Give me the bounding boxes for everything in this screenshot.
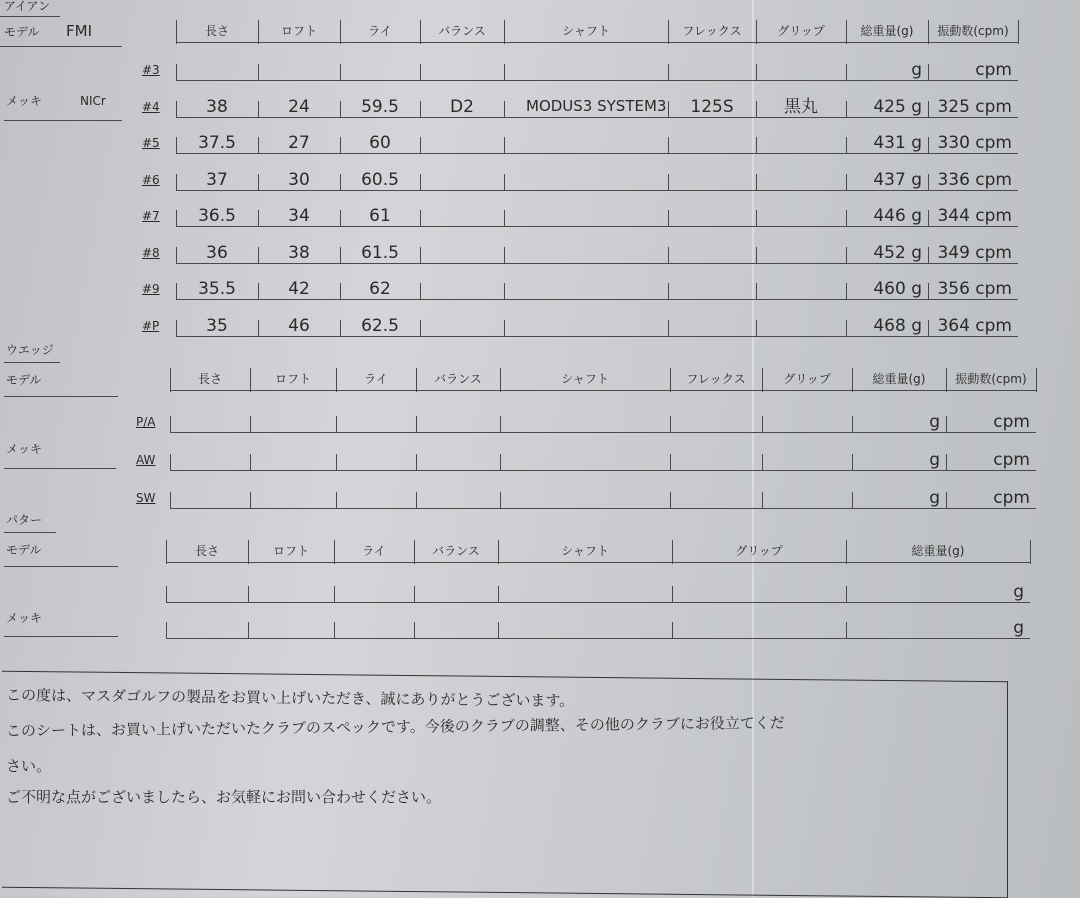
cell-separator bbox=[668, 247, 669, 263]
cell-separator bbox=[498, 586, 499, 602]
header-separator bbox=[852, 368, 853, 392]
divider bbox=[4, 636, 118, 637]
putter-header-2: ライ bbox=[362, 544, 386, 558]
iron-header-4: シャフト bbox=[562, 24, 610, 38]
header-separator bbox=[756, 20, 757, 44]
cell-separator bbox=[672, 622, 673, 638]
iron-cell-lie: 59.5 bbox=[361, 96, 399, 117]
iron-club-label: #P bbox=[142, 318, 160, 333]
cell-separator bbox=[166, 586, 167, 602]
cell-separator bbox=[928, 137, 929, 153]
iron-cell-weight: 425 g bbox=[873, 96, 922, 117]
cell-separator bbox=[852, 454, 853, 470]
divider bbox=[0, 46, 122, 47]
cell-separator bbox=[852, 416, 853, 432]
iron-cell-length: 35.5 bbox=[198, 279, 236, 299]
header-separator bbox=[504, 20, 505, 44]
cell-separator bbox=[504, 210, 505, 226]
iron-cell-flex: 125S bbox=[690, 96, 734, 117]
iron-club-label: #9 bbox=[142, 282, 160, 296]
divider bbox=[0, 16, 60, 17]
cell-separator bbox=[414, 586, 415, 602]
iron-cell-lie: 62.5 bbox=[361, 315, 399, 336]
iron-cell-lie: 60 bbox=[369, 133, 391, 153]
cell-separator bbox=[504, 320, 505, 336]
header-separator bbox=[1030, 540, 1031, 564]
header-separator bbox=[1036, 368, 1037, 392]
iron-model-label: モデル bbox=[4, 25, 40, 39]
putter-cell-weight: g bbox=[1013, 582, 1024, 602]
iron-cell-loft: 34 bbox=[288, 206, 310, 226]
header-separator bbox=[498, 540, 499, 564]
cell-separator bbox=[336, 492, 337, 508]
header-separator bbox=[416, 368, 417, 392]
cell-separator bbox=[250, 416, 251, 432]
note-line-3: さい。 bbox=[6, 757, 52, 775]
row-line bbox=[166, 602, 1030, 603]
cell-separator bbox=[946, 454, 947, 470]
iron-cell-length: 36 bbox=[206, 242, 228, 263]
header-separator bbox=[946, 368, 947, 392]
row-line bbox=[170, 508, 1036, 509]
cell-separator bbox=[250, 454, 251, 470]
cell-separator bbox=[670, 454, 671, 470]
iron-header-7: 総重量(g) bbox=[860, 24, 914, 38]
cell-separator bbox=[166, 622, 167, 638]
iron-header-8: 振動数(cpm) bbox=[937, 24, 1009, 38]
cell-separator bbox=[756, 137, 757, 153]
cell-separator bbox=[852, 492, 853, 508]
cell-separator bbox=[756, 174, 757, 190]
putter-header-4: シャフト bbox=[561, 544, 609, 558]
cell-separator bbox=[928, 247, 929, 263]
cell-separator bbox=[928, 101, 929, 117]
wedge-header-4: シャフト bbox=[561, 372, 609, 386]
iron-cell-weight: 452 g bbox=[873, 242, 922, 263]
iron-plating-value: NICr bbox=[80, 94, 106, 108]
divider bbox=[4, 468, 116, 469]
iron-cell-freq: 325 cpm bbox=[937, 96, 1012, 117]
header-separator bbox=[420, 20, 421, 44]
cell-separator bbox=[668, 64, 669, 80]
iron-header-6: グリップ bbox=[777, 24, 825, 38]
wedge-club-label: AW bbox=[136, 453, 156, 467]
wedge-header-3: バランス bbox=[434, 372, 482, 386]
iron-cell-freq: 356 cpm bbox=[937, 279, 1012, 299]
cell-separator bbox=[416, 416, 417, 432]
cell-separator bbox=[670, 492, 671, 508]
iron-cell-grip: 黒丸 bbox=[784, 96, 818, 117]
cell-separator bbox=[248, 622, 249, 638]
row-line bbox=[166, 638, 1030, 639]
cell-separator bbox=[668, 137, 669, 153]
iron-cell-loft: 24 bbox=[288, 96, 310, 117]
iron-cell-loft: 30 bbox=[288, 169, 310, 190]
divider bbox=[4, 362, 60, 363]
putter-header-1: ロフト bbox=[272, 544, 309, 558]
cell-separator bbox=[170, 492, 171, 508]
cell-separator bbox=[416, 492, 417, 508]
iron-model-value: FMI bbox=[66, 22, 92, 40]
note-line-4: ご不明な点がございましたら、お気軽にお問い合わせください。 bbox=[6, 788, 442, 806]
iron-header-5: フレックス bbox=[682, 24, 742, 38]
cell-separator bbox=[668, 320, 669, 336]
row-line bbox=[176, 226, 1018, 227]
iron-club-label: #5 bbox=[142, 136, 160, 150]
cell-separator bbox=[846, 210, 847, 226]
cell-separator bbox=[498, 622, 499, 638]
cell-separator bbox=[176, 64, 177, 80]
iron-cell-length: 36.5 bbox=[198, 206, 236, 226]
iron-header-0: 長さ bbox=[204, 24, 229, 38]
cell-separator bbox=[336, 416, 337, 432]
iron-cell-loft: 38 bbox=[288, 242, 310, 263]
cell-separator bbox=[928, 320, 929, 336]
iron-club-label: #6 bbox=[142, 172, 160, 187]
iron-cell-loft: 27 bbox=[288, 133, 310, 153]
cell-separator bbox=[846, 320, 847, 336]
cell-separator bbox=[928, 174, 929, 190]
iron-cell-lie: 62 bbox=[369, 279, 391, 299]
cell-separator bbox=[756, 247, 757, 263]
header-underline bbox=[176, 42, 1018, 43]
wedge-section-label: ウエッジ bbox=[6, 343, 54, 357]
iron-header-3: バランス bbox=[438, 24, 486, 38]
wedge-model-label: モデル bbox=[6, 373, 42, 387]
cell-separator bbox=[504, 247, 505, 263]
wedge-header-5: フレックス bbox=[686, 372, 746, 386]
cell-separator bbox=[762, 416, 763, 432]
cell-separator bbox=[756, 320, 757, 336]
wedge-club-label: SW bbox=[136, 491, 156, 505]
iron-cell-freq: 336 cpm bbox=[937, 169, 1012, 190]
wedge-header-1: ロフト bbox=[274, 372, 311, 386]
cell-separator bbox=[250, 492, 251, 508]
iron-cell-freq: 330 cpm bbox=[937, 133, 1012, 153]
cell-separator bbox=[846, 137, 847, 153]
row-line bbox=[176, 190, 1018, 191]
iron-club-label: #3 bbox=[142, 63, 160, 77]
divider bbox=[4, 120, 122, 121]
iron-cell-length: 37 bbox=[206, 169, 228, 190]
iron-cell-weight: 460 g bbox=[873, 279, 922, 299]
iron-cell-length: 35 bbox=[206, 315, 228, 336]
header-separator bbox=[248, 540, 249, 564]
wedge-cell-freq: cpm bbox=[993, 450, 1030, 470]
note-line-1: この度は、マスダゴルフの製品をお買い上げいただき、誠にありがとうございます。 bbox=[5, 686, 575, 710]
wedge-header-6: グリップ bbox=[783, 372, 831, 386]
iron-cell-lie: 61.5 bbox=[361, 242, 399, 263]
header-separator bbox=[670, 368, 671, 392]
header-separator bbox=[846, 540, 847, 564]
note-line-2: このシートは、お買い上げいただいたクラブのスペックです。今後のクラブの調整、その他のクラブにお役立てくだ bbox=[5, 713, 785, 740]
cell-separator bbox=[846, 283, 847, 299]
iron-cell-loft: 46 bbox=[288, 315, 310, 336]
cell-separator bbox=[846, 174, 847, 190]
cell-separator bbox=[504, 64, 505, 80]
putter-cell-weight: g bbox=[1013, 618, 1024, 638]
cell-separator bbox=[504, 174, 505, 190]
cell-separator bbox=[846, 622, 847, 638]
cell-separator bbox=[500, 492, 501, 508]
wedge-cell-weight: g bbox=[929, 488, 940, 508]
cell-separator bbox=[928, 210, 929, 226]
header-separator bbox=[672, 540, 673, 564]
cell-separator bbox=[846, 64, 847, 80]
row-line bbox=[170, 432, 1036, 433]
iron-cell-loft: 42 bbox=[288, 279, 310, 299]
iron-plating-label: メッキ bbox=[6, 94, 43, 108]
iron-cell-weight: 446 g bbox=[873, 206, 922, 226]
wedge-cell-freq: cpm bbox=[993, 412, 1030, 432]
iron-cell-weight: 431 g bbox=[873, 133, 922, 153]
iron-cell-weight: 437 g bbox=[873, 169, 922, 190]
wedge-header-7: 総重量(g) bbox=[872, 372, 926, 386]
cell-separator bbox=[846, 247, 847, 263]
cell-separator bbox=[946, 416, 947, 432]
cell-separator bbox=[756, 283, 757, 299]
row-line bbox=[176, 153, 1018, 154]
cell-separator bbox=[170, 454, 171, 470]
row-line bbox=[176, 117, 1018, 118]
wedge-plating-label: メッキ bbox=[6, 442, 43, 456]
putter-header-6: 総重量(g) bbox=[911, 544, 965, 558]
cell-separator bbox=[414, 622, 415, 638]
header-separator bbox=[250, 368, 251, 392]
wedge-header-2: ライ bbox=[364, 372, 388, 386]
cell-separator bbox=[336, 454, 337, 470]
header-separator bbox=[414, 540, 415, 564]
wedge-header-0: 長さ bbox=[197, 372, 222, 386]
iron-club-label: #8 bbox=[142, 245, 160, 260]
divider bbox=[4, 396, 118, 397]
cell-separator bbox=[668, 283, 669, 299]
row-line bbox=[176, 80, 1018, 81]
cell-separator bbox=[334, 622, 335, 638]
cell-separator bbox=[248, 586, 249, 602]
putter-section-label: パター bbox=[6, 513, 43, 527]
cell-separator bbox=[420, 64, 421, 80]
putter-model-label: モデル bbox=[6, 543, 42, 557]
iron-cell-shaft: MODUS3 SYSTEM3 bbox=[526, 96, 667, 115]
cell-separator bbox=[762, 492, 763, 508]
cell-separator bbox=[670, 416, 671, 432]
header-separator bbox=[928, 20, 929, 44]
iron-club-label: #4 bbox=[142, 99, 160, 114]
putter-plating-label: メッキ bbox=[6, 611, 43, 625]
wedge-header-8: 振動数(cpm) bbox=[955, 372, 1027, 386]
cell-separator bbox=[762, 454, 763, 470]
iron-cell-balance: D2 bbox=[450, 96, 474, 117]
divider bbox=[4, 532, 56, 533]
divider bbox=[4, 566, 118, 567]
cell-separator bbox=[500, 416, 501, 432]
iron-cell-lie: 61 bbox=[369, 206, 391, 226]
header-separator bbox=[762, 368, 763, 392]
iron-header-2: ライ bbox=[368, 24, 392, 38]
iron-cell-freq: cpm bbox=[975, 60, 1012, 80]
wedge-cell-weight: g bbox=[929, 412, 940, 432]
cell-separator bbox=[258, 64, 259, 80]
putter-header-0: 長さ bbox=[194, 544, 219, 558]
cell-separator bbox=[946, 492, 947, 508]
cell-separator bbox=[756, 210, 757, 226]
cell-separator bbox=[500, 454, 501, 470]
header-separator bbox=[500, 368, 501, 392]
row-line bbox=[176, 263, 1018, 264]
iron-cell-lie: 60.5 bbox=[361, 169, 399, 190]
cell-separator bbox=[504, 283, 505, 299]
row-line bbox=[176, 336, 1018, 337]
iron-cell-freq: 349 cpm bbox=[937, 242, 1012, 263]
cell-separator bbox=[668, 210, 669, 226]
putter-header-3: バランス bbox=[432, 544, 480, 558]
wedge-club-label: P/A bbox=[136, 415, 156, 429]
iron-cell-weight: g bbox=[911, 60, 922, 80]
iron-section-label: アイアン bbox=[4, 0, 51, 13]
cell-separator bbox=[672, 586, 673, 602]
cell-separator bbox=[928, 64, 929, 80]
cell-separator bbox=[170, 416, 171, 432]
cell-separator bbox=[416, 454, 417, 470]
header-separator bbox=[668, 20, 669, 44]
iron-club-label: #7 bbox=[142, 209, 160, 223]
cell-separator bbox=[846, 586, 847, 602]
cell-separator bbox=[756, 64, 757, 80]
wedge-cell-freq: cpm bbox=[993, 488, 1030, 508]
cell-separator bbox=[928, 283, 929, 299]
cell-separator bbox=[340, 64, 341, 80]
row-line bbox=[176, 299, 1018, 300]
wedge-cell-weight: g bbox=[929, 450, 940, 470]
putter-header-5: グリップ bbox=[735, 544, 783, 558]
header-separator bbox=[1018, 20, 1019, 44]
header-underline bbox=[166, 562, 1030, 563]
header-underline bbox=[170, 390, 1036, 391]
iron-cell-length: 37.5 bbox=[198, 133, 236, 153]
cell-separator bbox=[668, 174, 669, 190]
cell-separator bbox=[504, 137, 505, 153]
iron-cell-weight: 468 g bbox=[873, 315, 922, 336]
row-line bbox=[170, 470, 1036, 471]
iron-cell-length: 38 bbox=[206, 96, 228, 117]
iron-header-1: ロフト bbox=[280, 24, 317, 38]
cell-separator bbox=[334, 586, 335, 602]
iron-cell-freq: 364 cpm bbox=[937, 315, 1012, 336]
iron-cell-freq: 344 cpm bbox=[937, 206, 1012, 226]
